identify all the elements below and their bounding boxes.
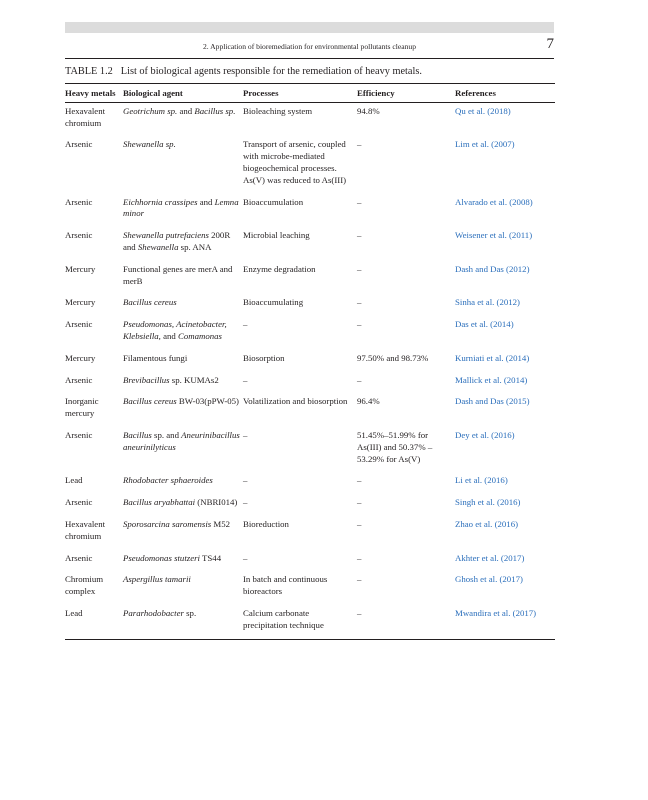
- column-header: Processes: [243, 84, 357, 103]
- process-cell: –: [243, 552, 248, 563]
- agent-text: and: [197, 196, 215, 207]
- process-cell: Volatilization and biosorption: [243, 396, 348, 407]
- top-banner: [65, 22, 554, 33]
- biological-agent-cell: [123, 571, 243, 605]
- biological-agent-cell: [123, 516, 243, 550]
- agent-text: Geotrichum sp.: [123, 105, 178, 116]
- efficiency-cell: 51.45%–51.99% for As(III) and 50.37% –53.29% for As(V): [357, 429, 433, 464]
- agent-text: sp. KUMAs2: [169, 374, 219, 385]
- reference-link[interactable]: Mwandira et al. (2017): [455, 605, 555, 639]
- process-cell: Calcium carbonate precipitation technique: [243, 605, 357, 639]
- page-number: 7: [546, 36, 554, 52]
- table-header-row: [65, 84, 555, 103]
- heavy-metal-cell: Chromium complex: [65, 574, 104, 597]
- agent-text: and: [177, 105, 195, 116]
- efficiency-cell: 96.4%: [357, 396, 380, 407]
- table-row: [65, 571, 555, 605]
- heavy-metal-cell: Arsenic: [65, 374, 93, 385]
- agent-text: Bacillus sp.: [194, 105, 236, 116]
- header-rule: [65, 58, 554, 59]
- agent-text: Aspergillus tamarii: [123, 574, 191, 585]
- biological-agent-cell: [123, 472, 243, 494]
- heavy-metal-cell: Hexavalent chromium: [65, 518, 106, 541]
- table-row: [65, 194, 555, 228]
- process-cell: –: [243, 319, 248, 330]
- biological-agent-cell: [123, 102, 243, 136]
- heavy-metal-cell: Arsenic: [65, 497, 93, 508]
- process-cell: Enzyme degradation: [243, 263, 316, 274]
- efficiency-cell: –: [357, 552, 362, 563]
- table-row: [65, 393, 555, 427]
- efficiency-cell: –: [357, 230, 362, 241]
- agent-text: Brevibacillus: [123, 374, 170, 385]
- column-header: References: [455, 84, 555, 103]
- column-header: Efficiency: [357, 84, 455, 103]
- table-row: [65, 294, 555, 316]
- agent-text: (NBRI014): [195, 497, 238, 508]
- table-row: [65, 316, 555, 350]
- table-row: [65, 472, 555, 494]
- process-cell: Bioaccumulation: [243, 196, 304, 207]
- biological-agent-cell: [123, 393, 243, 427]
- process-cell: Bioaccumulating: [243, 297, 304, 308]
- table-caption: [65, 66, 422, 77]
- efficiency-cell: –: [357, 139, 362, 150]
- agent-text: Pseudomonas stutzeri: [123, 552, 200, 563]
- process-cell: –: [243, 475, 248, 486]
- process-cell: –: [243, 497, 248, 508]
- agent-text: M52: [211, 518, 231, 529]
- reference-link[interactable]: Lim et al. (2007): [455, 139, 515, 150]
- table-row: [65, 516, 555, 550]
- efficiency-cell: –: [357, 297, 362, 308]
- efficiency-cell: –: [357, 319, 362, 330]
- agent-text: Sporosarcina saromensis: [123, 518, 212, 529]
- reference-link[interactable]: Kurniati et al. (2014): [455, 352, 530, 363]
- efficiency-cell: 97.50% and 98.73%: [357, 352, 429, 363]
- heavy-metal-cell: Arsenic: [65, 230, 93, 241]
- biological-agent-cell: [123, 227, 243, 261]
- process-cell: Bioleaching system: [243, 105, 313, 116]
- efficiency-cell: –: [357, 605, 455, 639]
- agent-text: Aneurinibacillus aneurinilyticus: [123, 429, 240, 452]
- process-cell: In batch and continuous bioreactors: [243, 574, 328, 597]
- agent-text: Pararhodobacter: [123, 607, 184, 618]
- reference-link[interactable]: Weisener et al. (2011): [455, 230, 533, 241]
- efficiency-cell: –: [357, 374, 362, 385]
- table-caption-text: List of biological agents responsible for the remediation of heavy metals.: [120, 66, 422, 77]
- agent-text: Eichhornia crassipes: [123, 196, 198, 207]
- reference-link[interactable]: Akhter et al. (2017): [455, 552, 525, 563]
- reference-link[interactable]: Singh et al. (2016): [455, 497, 521, 508]
- heavy-metal-cell: Mercury: [65, 297, 96, 308]
- biological-agent-cell: [123, 294, 243, 316]
- table-row: [65, 550, 555, 572]
- efficiency-cell: –: [357, 518, 362, 529]
- column-header: Heavy metals: [65, 84, 123, 103]
- reference-link[interactable]: Das et al. (2014): [455, 319, 514, 330]
- reference-link[interactable]: Dey et al. (2016): [455, 429, 515, 440]
- table-row: [65, 102, 555, 136]
- heavy-metal-cell: Mercury: [65, 352, 96, 363]
- heavy-metal-cell: Mercury: [65, 263, 96, 274]
- agent-text: Bacillus cereus: [123, 396, 177, 407]
- biological-agent-cell: [123, 136, 243, 193]
- agent-text: TS44: [199, 552, 222, 563]
- agent-text: Lemna minor: [123, 196, 239, 219]
- reference-link[interactable]: Sinha et al. (2012): [455, 297, 520, 308]
- efficiency-cell: –: [357, 497, 362, 508]
- efficiency-cell: –: [357, 263, 362, 274]
- agent-text: sp.: [183, 607, 197, 618]
- agent-text: Bacillus: [123, 429, 152, 440]
- efficiency-cell: 94.8%: [357, 105, 380, 116]
- biological-agent-cell: [123, 494, 243, 516]
- reference-link[interactable]: Dash and Das (2012): [455, 263, 530, 274]
- biological-agent-cell: [123, 261, 243, 295]
- biological-agent-cell: [123, 316, 243, 350]
- biological-agent-cell: [123, 550, 243, 572]
- table-row: [65, 372, 555, 394]
- agent-text: Pseudomonas, Acinetobacter, Klebsiella,: [123, 319, 227, 341]
- heavy-metals-table: [65, 83, 555, 640]
- process-cell: –: [243, 429, 248, 440]
- heavy-metal-cell: Inorganic mercury: [65, 396, 99, 419]
- agent-text: Shewanella: [137, 241, 179, 252]
- process-cell: Bioreduction: [243, 518, 289, 529]
- table-row: [65, 605, 555, 639]
- table-label: TABLE 1.2: [65, 66, 113, 77]
- table-row: [65, 261, 555, 295]
- running-header: [65, 36, 554, 56]
- heavy-metal-cell: Lead: [65, 605, 123, 639]
- process-cell: Transport of arsenic, coupled with microbe-mediated biogeochemical processes. As(V) was reduced to As(III): [243, 139, 347, 185]
- agent-text: Bacillus aryabhattai: [123, 497, 196, 508]
- running-header-title: 2. Application of bioremediation for environmental pollutants cleanup: [203, 42, 416, 51]
- table-row: [65, 350, 555, 372]
- agent-text: Shewanella putrefaciens: [123, 230, 209, 241]
- agent-text: and: [160, 330, 178, 341]
- agent-text: sp. ANA: [178, 241, 212, 252]
- process-cell: Biosorption: [243, 352, 285, 363]
- biological-agent-cell: [123, 194, 243, 228]
- heavy-metal-cell: Arsenic: [65, 196, 93, 207]
- table-row: [65, 494, 555, 516]
- reference-link[interactable]: Ghosh et al. (2017): [455, 574, 523, 585]
- biological-agent-cell: [123, 605, 243, 639]
- agent-text: Functional genes are merA and merB: [123, 263, 233, 286]
- efficiency-cell: –: [357, 574, 362, 585]
- biological-agent-cell: [123, 427, 243, 472]
- biological-agent-cell: [123, 350, 243, 372]
- heavy-metal-cell: Hexavalent chromium: [65, 105, 106, 128]
- reference-link[interactable]: Qu et al. (2018): [455, 105, 511, 116]
- heavy-metal-cell: Arsenic: [65, 139, 93, 150]
- agent-text: Filamentous fungi: [123, 352, 188, 363]
- agent-text: BW-03(pPW-05): [176, 396, 239, 407]
- reference-link[interactable]: Alvarado et al. (2008): [455, 196, 533, 207]
- biological-agent-cell: [123, 372, 243, 394]
- reference-link[interactable]: Mallick et al. (2014): [455, 374, 528, 385]
- agent-text: Rhodobacter sphaeroides: [123, 475, 213, 486]
- agent-text: 200R and: [123, 230, 231, 252]
- reference-link[interactable]: Dash and Das (2015): [455, 396, 530, 407]
- heavy-metal-cell: Arsenic: [65, 429, 93, 440]
- process-cell: Microbial leaching: [243, 230, 310, 241]
- heavy-metal-cell: Arsenic: [65, 552, 93, 563]
- reference-link[interactable]: Zhao et al. (2016): [455, 518, 519, 529]
- heavy-metal-cell: Lead: [65, 475, 83, 486]
- efficiency-cell: –: [357, 196, 362, 207]
- agent-text: Comamonas: [177, 330, 222, 341]
- table-row: [65, 136, 555, 193]
- table-row: [65, 427, 555, 472]
- agent-text: Shewanella sp.: [123, 139, 176, 150]
- reference-link[interactable]: Li et al. (2016): [455, 475, 508, 486]
- table-row: [65, 227, 555, 261]
- process-cell: –: [243, 374, 248, 385]
- agent-text: Bacillus cereus: [123, 297, 177, 308]
- agent-text: sp. and: [151, 429, 182, 440]
- heavy-metal-cell: Arsenic: [65, 319, 93, 330]
- column-header: Biological agent: [123, 84, 243, 103]
- efficiency-cell: –: [357, 475, 362, 486]
